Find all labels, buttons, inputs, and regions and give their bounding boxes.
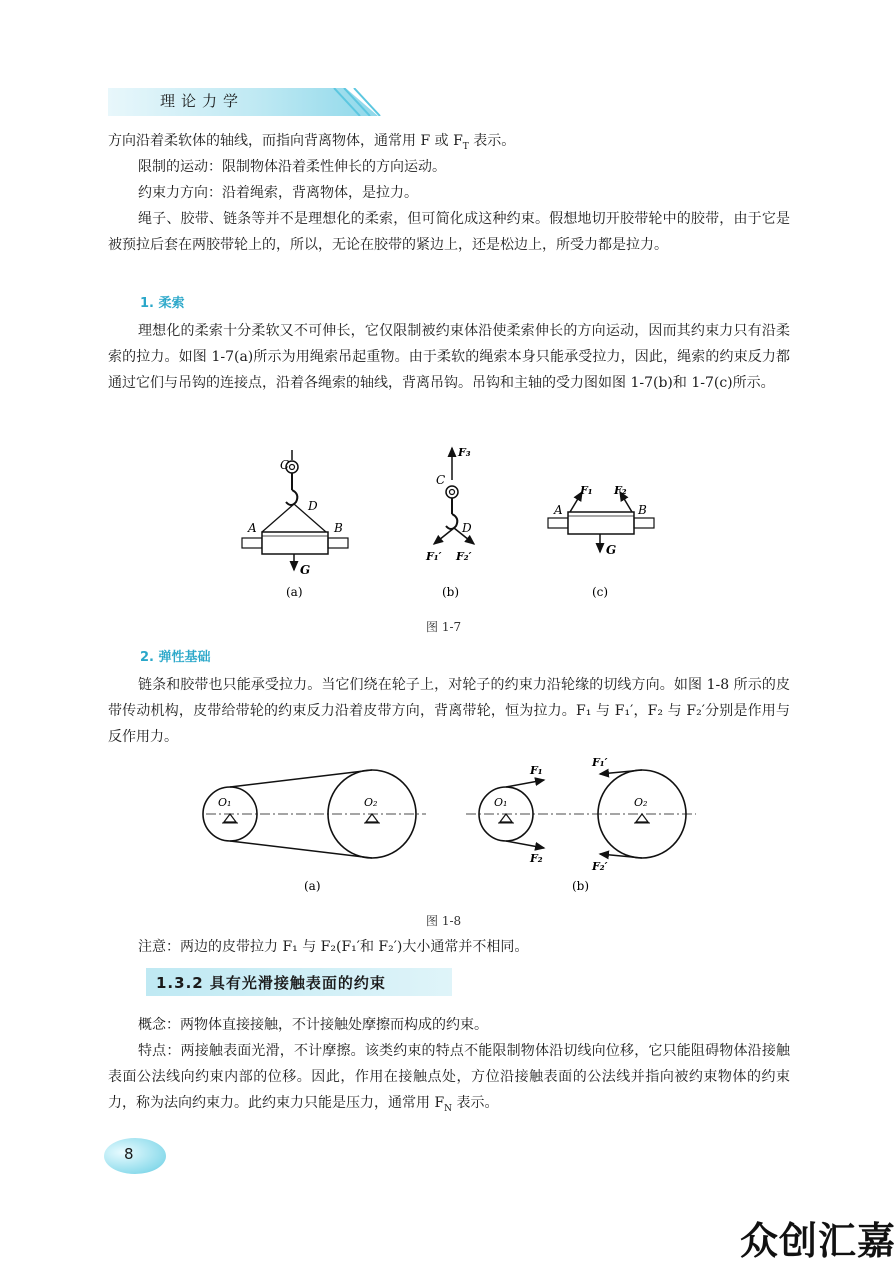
figure-1-8-caption: 图 1-8 — [426, 914, 462, 928]
label-F1-b: F₁ — [530, 764, 543, 777]
paragraph-7: 注意：两边的皮带拉力 F₁ 与 F₂(F₁′和 F₂′)大小通常并不相同。 — [138, 939, 529, 955]
subheading-elastic-base: 2. 弹性基础 — [140, 650, 211, 665]
label-G-c: G — [606, 543, 617, 557]
paragraph-3: 约束力方向：沿着绳索，背离物体，是拉力。 — [138, 185, 418, 201]
paragraph-8: 概念：两物体直接接触，不计接触处摩擦而构成的约束。 — [138, 1017, 488, 1033]
figure-1-7 — [230, 434, 660, 604]
watermark-logo: 众创汇嘉 — [740, 1219, 896, 1263]
header-title: 理论力学 — [160, 92, 245, 110]
label-C: C — [280, 458, 290, 472]
paragraph-1: 方向沿着柔软体的轴线，而指向背离物体，通常用 F 或 $F_T$ 表示。 — [108, 133, 516, 152]
paragraph-2: 限制的运动：限制物体沿着柔性伸长的方向运动。 — [138, 159, 446, 175]
label-F2-b: F₂ — [530, 852, 543, 865]
label-fig8b: (b) — [572, 879, 590, 893]
figure-7a — [242, 450, 348, 599]
label-G: G — [300, 563, 311, 577]
label-F1: F₁ — [580, 484, 593, 497]
label-F2: F₂ — [614, 484, 627, 497]
subheading-soft-rope: 1. 柔索 — [140, 296, 185, 311]
label-O2-b: O₂ — [634, 796, 648, 809]
paragraph-6: 链条和胶带也只能承受拉力。当它们绕在轮子上，对轮子的约束力沿轮缘的切线方向。如图 1-8 所示的皮带传动机构，皮带给带轮的约束反力沿着皮带方向，背离带轮，恒为拉力。F₁ 与 F₁′，F₂ 与 F₂′分别是作用与反作用力。 — [108, 677, 790, 745]
label-A: A — [248, 521, 257, 535]
label-fig8a: (a) — [304, 879, 321, 893]
section-heading: 1.3.2 具有光滑接触表面的约束 — [156, 974, 386, 992]
label-fig7b: (b) — [442, 585, 460, 599]
label-D: D — [308, 499, 318, 513]
label-F2p-b: F₂′ — [592, 860, 608, 873]
figure-8a — [203, 770, 426, 893]
page-number: 8 — [124, 1145, 134, 1163]
figure-7c — [548, 484, 654, 599]
label-A-c: A — [554, 503, 563, 517]
paragraph-9: 特点：两接触表面光滑，不计摩擦。该类约束的特点不能限制物体沿切线向位移，它只能阻碍物体沿接触表面公法线向约束内部的位移。因此，作用在接触点处，方位沿接触表面的公法线并指向被约束物体的约束力，称为法向约束力。此约束力只能是压力，通常用 $F_N$ 表示。 — [108, 1043, 790, 1114]
label-B-c: B — [638, 503, 647, 517]
label-B: B — [334, 521, 343, 535]
page-number-badge — [104, 1138, 166, 1174]
figure-7b — [425, 446, 474, 599]
figure-1-7-caption: 图 1-7 — [426, 620, 462, 634]
paragraph-5: 理想化的柔索十分柔软又不可伸长，它仅限制被约束体沿使柔索伸长的方向运动，因而其约束力只有沿柔索的拉力。如图 1-7(a)所示为用绳索吊起重物。由于柔软的绳索本身只能承受拉力，因此，绳索的约束反力都通过它们与吊钩的连接点，沿着各绳索的轴线，背离吊钩。吊钩和主轴的受力图如图 1-7(b)和 1-7(c)所示。 — [108, 323, 790, 391]
figure-1-8 — [196, 752, 716, 900]
paragraph-4: 绳子、胶带、链条等并不是理想化的柔索，但可简化成这种约束。假想地切开胶带轮中的胶带，由于它是被预拉后套在两胶带轮上的，所以，无论在胶带的紧边上，还是松边上，所受力都是拉力。 — [108, 211, 790, 253]
label-O1-b: O₁ — [494, 796, 508, 809]
label-F1p-b: F₁′ — [592, 756, 608, 769]
label-F2p: F₂′ — [456, 550, 472, 563]
label-O1: O₁ — [218, 796, 232, 809]
label-O2: O₂ — [364, 796, 378, 809]
header-stripes — [330, 88, 382, 116]
label-C-b: C — [436, 473, 446, 487]
label-D-b: D — [462, 521, 472, 535]
label-fig7c: (c) — [592, 585, 609, 599]
label-F1p: F₁′ — [426, 550, 442, 563]
label-fig7a: (a) — [286, 585, 303, 599]
label-F3: F₃ — [458, 446, 471, 459]
figure-8b — [466, 756, 696, 893]
